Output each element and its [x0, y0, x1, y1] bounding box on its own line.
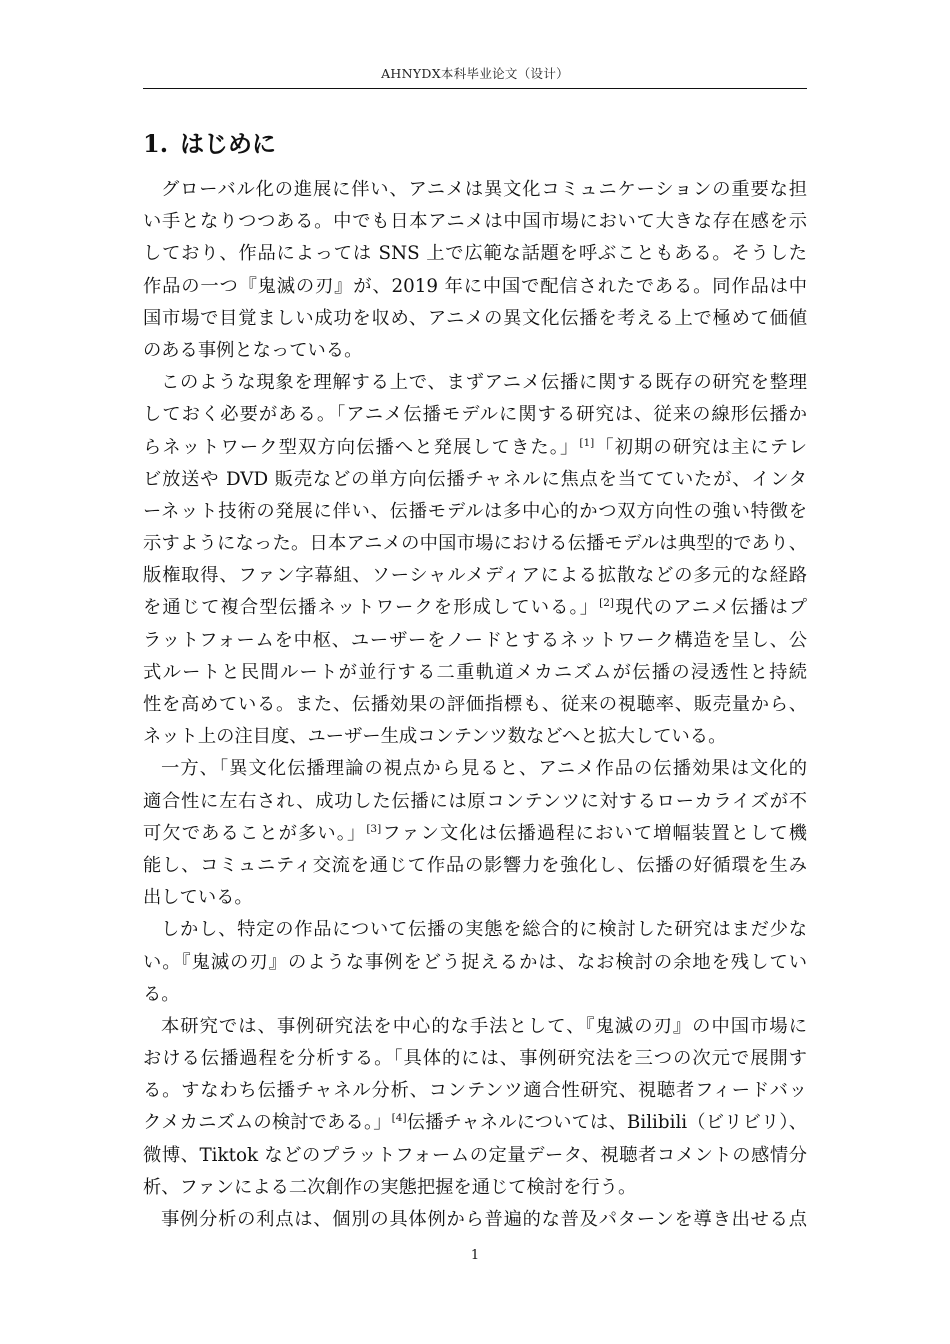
- body-line: [143, 335, 807, 367]
- line-text: 国市場で目覚ましい成功を収め、アニメの異文化伝播を考える上で極めて価値: [143, 307, 807, 329]
- body-line: [143, 1107, 807, 1139]
- body-line: [143, 592, 807, 624]
- line-text: ビ放送や DVD 販売などの単方向伝播チャネルに焦点を当てていたが、インタ: [143, 468, 807, 490]
- line-text: しておく必要がある。「アニメ伝播モデルに関する研究は、従来の線形伝播か: [143, 404, 807, 426]
- body-line: [143, 947, 807, 979]
- body-line: [143, 303, 807, 335]
- line-text: しており、作品によっては SNS 上で広範な話題を呼ぶこともある。そうした: [143, 243, 807, 265]
- line-text: い。『鬼滅の刃』のような事例をどう捉えるかは、なお検討の余地を残してい: [143, 951, 807, 973]
- body-line: [143, 174, 807, 206]
- body-line: [143, 367, 807, 399]
- line-text: しかし、特定の作品について伝播の実態を総合的に検討した研究はまだ少な: [161, 919, 807, 941]
- body-line: [143, 1043, 807, 1075]
- body-line: [143, 1204, 807, 1236]
- line-text: 事例分析の利点は、個別の具体例から普遍的な普及パターンを導き出せる点: [161, 1209, 807, 1230]
- body-line: [143, 464, 807, 496]
- body-line: [143, 818, 807, 850]
- line-text: おける伝播過程を分析する。「具体的には、事例研究法を三つの次元で展開す: [143, 1048, 807, 1070]
- section-heading: [143, 128, 276, 160]
- body-line: [143, 432, 807, 464]
- body-line: [143, 238, 807, 270]
- line-text: 本研究では、事例研究法を中心的な手法として、『鬼滅の刃』の中国市場に: [161, 1015, 807, 1037]
- line-text: 作品の一つ『鬼滅の刃』が、2019 年に中国で配信されたである。同作品は中: [143, 275, 807, 297]
- body-line: [143, 1140, 807, 1172]
- running-header: AHNYDX本科毕业论文（设计）: [381, 66, 569, 81]
- line-text: 能し、コミュニティ交流を通じて作品の影響力を強化し、伝播の好循環を生み: [143, 854, 807, 876]
- body-line: [143, 271, 807, 303]
- page-number: 1: [470, 1248, 480, 1263]
- section-title: はじめに: [180, 129, 277, 158]
- body-line: [143, 882, 807, 914]
- line-text: 析、ファンによる二次創作の実態把握を通じて検討を行う。: [143, 1176, 637, 1198]
- line-text: ファン文化は伝播過程において増幅装置として機: [381, 822, 807, 844]
- line-text: 出している。: [143, 887, 253, 909]
- citation-ref: [1]: [579, 436, 595, 449]
- body-line: [143, 753, 807, 785]
- line-text: らネットワーク型双方向伝播へと発展してきた。」: [143, 436, 580, 458]
- line-text: ーネット技術の発展に伴い、伝播モデルは多中心的かつ双方向性の強い特徴を: [143, 500, 807, 522]
- body-line: [143, 721, 807, 753]
- line-text: 現代のアニメ伝播はプ: [614, 597, 807, 619]
- body-line: [143, 625, 807, 657]
- line-text: クメカニズムの検討である。」: [143, 1112, 392, 1134]
- body-line: [143, 657, 807, 689]
- body-line: [143, 786, 807, 818]
- line-text: ラットフォームを中枢、ユーザーをノードとするネットワーク構造を呈し、公: [143, 629, 807, 651]
- body-line: [143, 399, 807, 431]
- citation-ref: [2]: [599, 597, 615, 610]
- line-text: このような現象を理解する上で、まずアニメ伝播に関する既存の研究を整理: [161, 372, 807, 394]
- body-line: [143, 528, 807, 560]
- line-text: グローバル化の進展に伴い、アニメは異文化コミュニケーションの重要な担: [161, 179, 807, 200]
- body-line: [143, 850, 807, 882]
- line-text: を通じて複合型伝播ネットワークを形成している。」: [143, 597, 600, 619]
- line-text: のある事例となっている。: [143, 339, 363, 361]
- line-text: 式ルートと民間ルートが並行する二重軌道メカニズムが伝播の浸透性と持続: [143, 661, 807, 683]
- body-line: [143, 979, 807, 1011]
- line-text: 一方、「異文化伝播理論の視点から見ると、アニメ作品の伝播効果は文化的: [161, 758, 807, 780]
- line-text: 示すようになった。日本アニメの中国市場における伝播モデルは典型的であり、: [143, 533, 807, 555]
- line-text: 微博、Tiktok などのプラットフォームの定量データ、視聴者コメントの感情分: [143, 1144, 807, 1166]
- body-line: [143, 206, 807, 238]
- line-text: 伝播チャネルについては、Bilibili（ビリビリ）、: [406, 1112, 807, 1134]
- line-text: 性を高めている。また、伝播効果の評価指標も、従来の視聴率、販売量から、: [143, 694, 807, 715]
- body-line: [143, 1172, 807, 1204]
- line-text: 「初期の研究は主にテレ: [594, 436, 807, 458]
- body-line: [143, 496, 807, 528]
- line-text: ネット上の注目度、ユーザー生成コンテンツ数などへと拡大している。: [143, 726, 727, 748]
- body-text: [143, 174, 807, 1236]
- header-rule: [143, 88, 807, 89]
- line-text: る。: [143, 983, 180, 1005]
- body-line: [143, 914, 807, 946]
- body-line: [143, 1011, 807, 1043]
- body-line: [143, 560, 807, 592]
- citation-ref: [3]: [366, 822, 382, 835]
- line-text: い手となりつつある。中でも日本アニメは中国市場において大きな存在感を示: [143, 211, 807, 233]
- body-line: [143, 689, 807, 721]
- citation-ref: [4]: [391, 1112, 407, 1125]
- line-text: る。すなわち伝播チャネル分析、コンテンツ適合性研究、視聴者フィードバッ: [143, 1080, 807, 1102]
- line-text: 適合性に左右され、成功した伝播には原コンテンツに対するローカライズが不: [143, 790, 807, 812]
- line-text: 可欠であることが多い。」: [143, 822, 367, 844]
- section-number: 1.: [143, 129, 169, 158]
- line-text: 版権取得、ファン字幕組、ソーシャルメディアによる拡散などの多元的な経路: [143, 565, 807, 587]
- body-line: [143, 1075, 807, 1107]
